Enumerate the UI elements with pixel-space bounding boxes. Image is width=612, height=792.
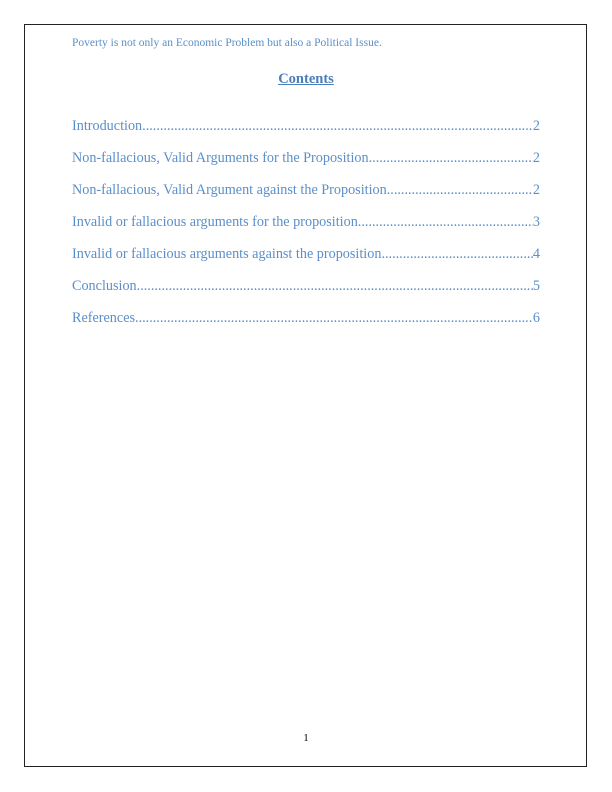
toc-entry-page: 5 [532,278,540,294]
toc-dot-leader [137,278,533,295]
toc-dot-leader [369,150,533,167]
toc-entry-references[interactable] [72,310,540,342]
toc-dot-leader [358,214,533,231]
table-of-contents [72,118,540,342]
toc-entry-valid-for[interactable] [72,150,540,182]
toc-entry-label: References [72,310,136,326]
toc-entry-page: 2 [532,150,540,166]
toc-entry-label: Introduction [72,118,143,134]
toc-entry-page: 4 [532,246,540,262]
toc-entry-introduction[interactable] [72,118,540,150]
toc-dot-leader [142,118,533,135]
toc-entry-label: Invalid or fallacious arguments against the proposition [72,246,382,262]
toc-entry-page: 2 [532,118,540,134]
toc-entry-conclusion[interactable] [72,278,540,310]
toc-entry-page: 2 [532,182,540,198]
toc-entry-fallacious-against[interactable] [72,246,540,278]
running-header: Poverty is not only an Economic Problem but also a Political Issue. [72,37,382,49]
toc-entry-label: Conclusion [72,278,137,294]
page-number: 1 [303,732,309,744]
toc-dot-leader [381,246,532,263]
toc-dot-leader [135,310,533,327]
toc-entry-label: Non-fallacious, Valid Argument against the Proposition [72,182,387,198]
toc-entry-label: Invalid or fallacious arguments for the proposition [72,214,358,230]
toc-entry-page: 3 [532,214,540,230]
toc-entry-label: Non-fallacious, Valid Arguments for the Proposition [72,150,369,166]
toc-entry-page: 6 [532,310,540,326]
toc-dot-leader [387,182,533,199]
toc-entry-valid-against[interactable] [72,182,540,214]
toc-title: Contents [278,71,334,87]
toc-entry-fallacious-for[interactable] [72,214,540,246]
